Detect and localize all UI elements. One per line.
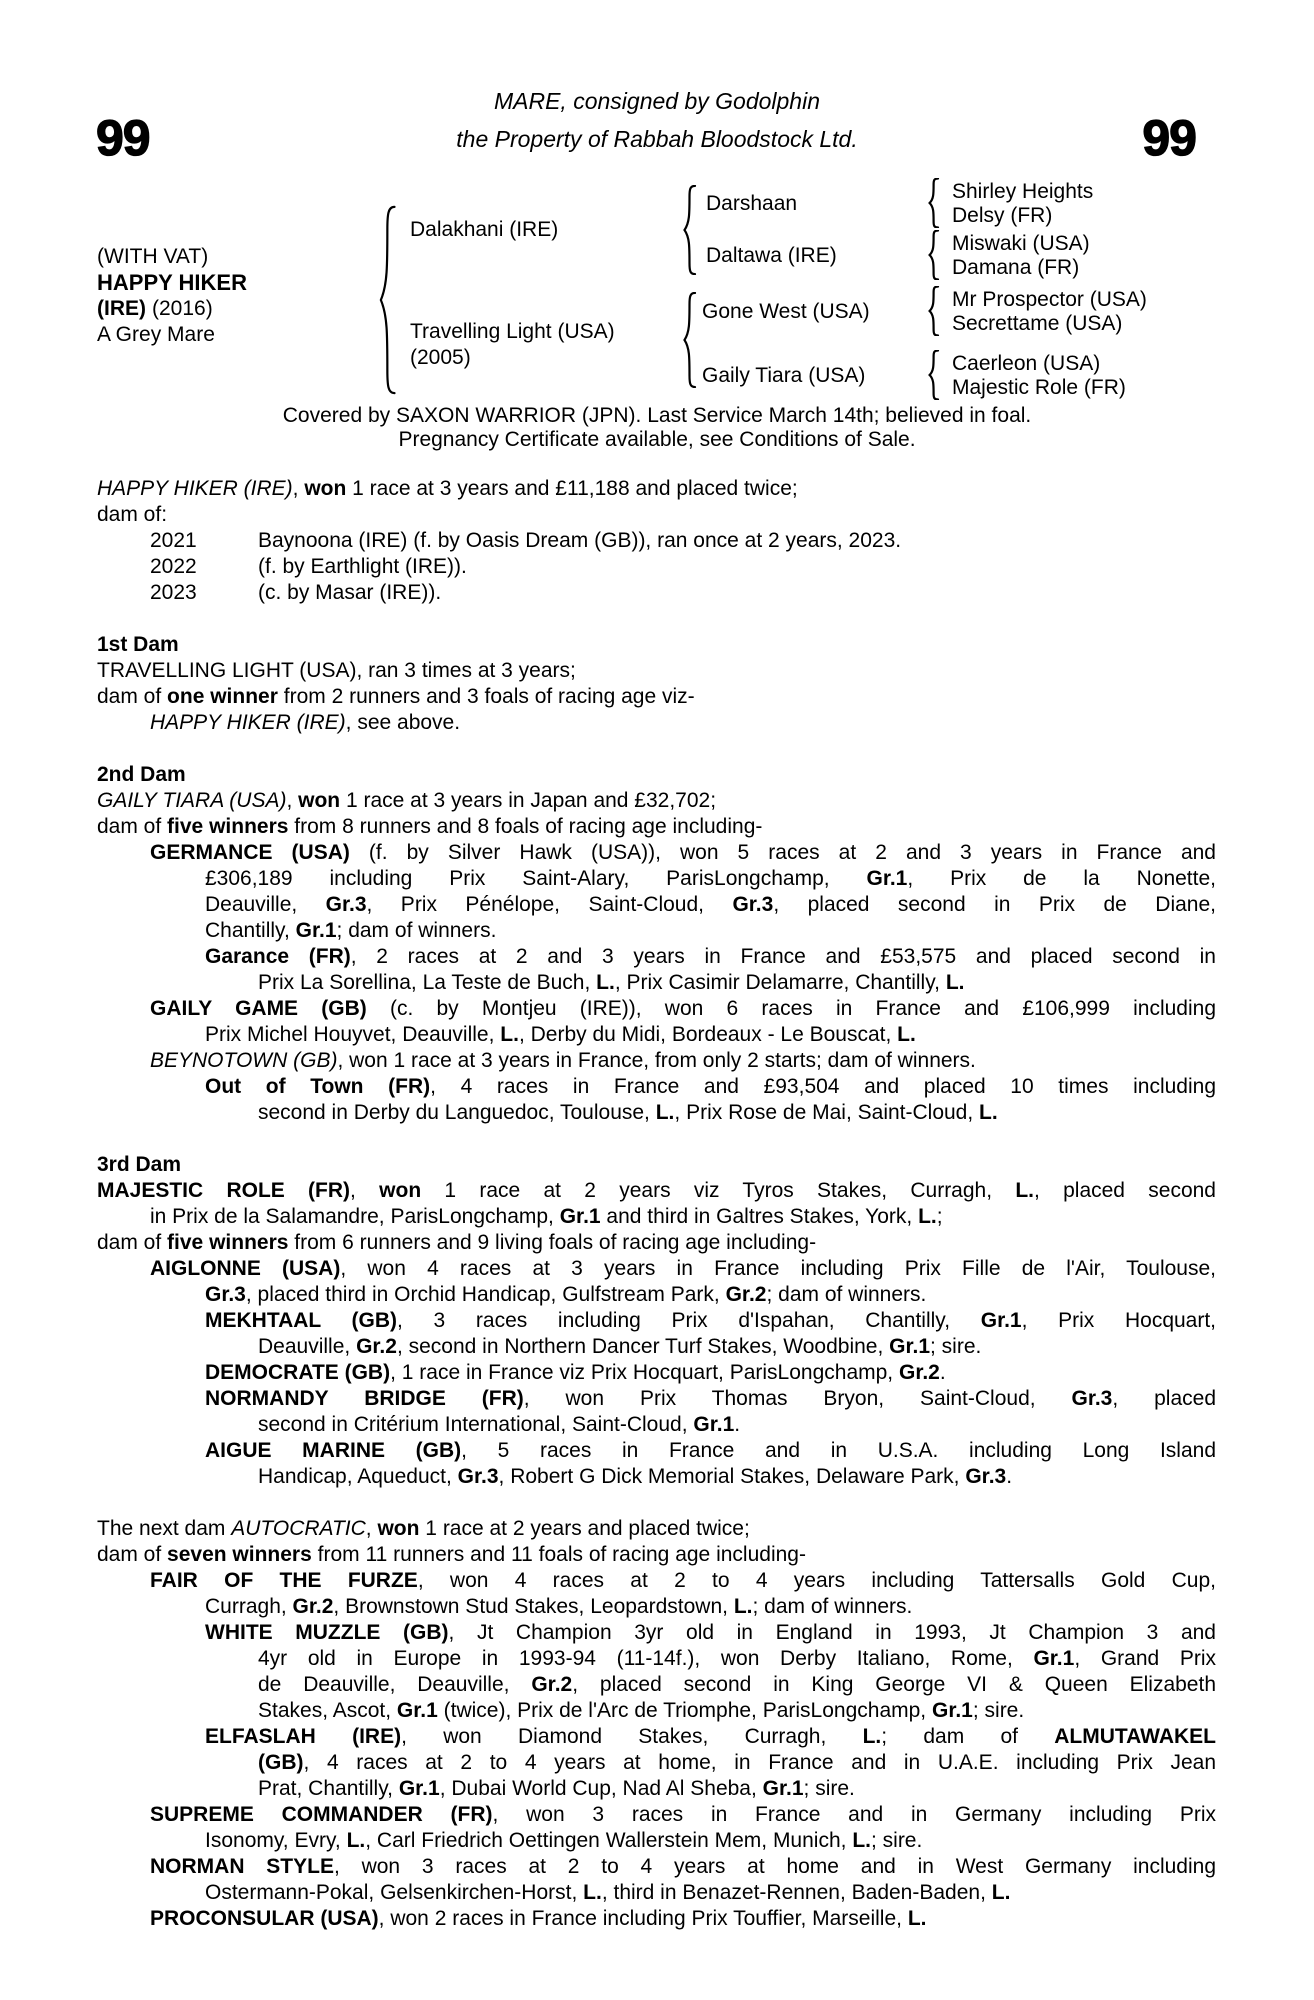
text-run: , won 3 races in France and in Germany including Prix xyxy=(492,1803,1216,1826)
produce-year: 2022 xyxy=(150,555,197,578)
text-run: , 4 races at 2 to 4 years at home, in France and in U.A.E. including Prix Jean xyxy=(303,1751,1216,1774)
text-run: (f. by Earthlight (IRE)). xyxy=(258,555,467,578)
catalog-text-line xyxy=(97,1178,1216,1204)
horse-suffix: (IRE) xyxy=(97,297,146,320)
text-run: , won Prix Thomas Bryon, Saint-Cloud, xyxy=(523,1387,1072,1410)
catalog-text-line xyxy=(97,1880,1216,1906)
catalog-text-line xyxy=(97,1828,1216,1854)
pedigree-header xyxy=(0,0,1314,476)
pedigree-brace-g3-2 xyxy=(926,230,942,280)
catalog-text-line xyxy=(97,918,1216,944)
text-run: , xyxy=(292,477,305,500)
catalog-text-line xyxy=(97,1360,1216,1386)
text-run: from 8 runners and 8 foals of racing age including- xyxy=(288,815,763,838)
text-run: Stakes, Ascot, xyxy=(258,1699,397,1722)
text-run: Gr.3 xyxy=(732,893,774,916)
pedigree-g3-sire-sire-sire: Shirley Heights xyxy=(952,180,1094,203)
text-run: Gr.1 xyxy=(396,1699,438,1722)
horse-suffix-year xyxy=(97,296,247,322)
text-run: NORMANDY BRIDGE (FR) xyxy=(205,1387,524,1410)
text-run: won xyxy=(377,1517,420,1540)
catalog-text-line xyxy=(97,1282,1216,1308)
text-run: The next dam xyxy=(97,1517,232,1540)
text-run: MAJESTIC ROLE (FR) xyxy=(97,1179,351,1202)
text-run: five winners xyxy=(167,815,289,838)
text-run: dam of xyxy=(97,815,168,838)
text-run: 1 race at 2 years viz Tyros Stakes, Curragh, xyxy=(421,1179,1016,1202)
text-run: 1 race at 3 years in Japan and £32,702; xyxy=(340,789,717,812)
text-run: Gr.3 xyxy=(325,893,367,916)
text-run: won xyxy=(298,789,341,812)
catalog-text-line xyxy=(97,1620,1216,1646)
text-run: Prix La Sorellina, La Teste de Buch, xyxy=(258,971,597,994)
text-run: . xyxy=(1006,1465,1013,1488)
pedigree-sire-dam: Daltawa (IRE) xyxy=(706,244,837,267)
brace-glyph xyxy=(926,286,942,336)
text-run: MEKHTAAL (GB) xyxy=(205,1309,398,1332)
text-run: TRAVELLING LIGHT (USA), ran 3 times at 3 years; xyxy=(97,659,576,682)
dam-section-heading: 2nd Dam xyxy=(97,763,186,786)
text-run: , placed third in Orchid Handicap, Gulfstream Park, xyxy=(245,1283,726,1306)
text-run: (twice), Prix de l'Arc de Triomphe, ParisLongchamp, xyxy=(437,1699,932,1722)
text-run: seven winners xyxy=(167,1543,312,1566)
text-run: L. xyxy=(346,1829,366,1852)
text-run: AIGLONNE (USA) xyxy=(150,1257,341,1280)
text-run: Gr.1 xyxy=(295,919,337,942)
catalog-text-line xyxy=(97,1594,1216,1620)
text-run: second in Derby du Languedoc, Toulouse, xyxy=(258,1101,656,1124)
brace-glyph xyxy=(926,350,942,400)
catalog-text-line xyxy=(97,1412,1216,1438)
catalog-text-line xyxy=(97,1646,1216,1672)
text-run: ; xyxy=(936,1205,943,1228)
text-run: 4yr old in Europe in 1993-94 (11-14f.), won Derby Italiano, Rome, xyxy=(258,1647,1034,1670)
text-run: won xyxy=(379,1179,422,1202)
catalog-text-line xyxy=(97,710,1216,736)
pedigree-g3-dam-dam-sire: Caerleon (USA) xyxy=(952,352,1101,375)
horse-block xyxy=(97,244,247,348)
catalog-text-line xyxy=(97,1022,1216,1048)
text-run: , placed second in King George VI & Queen Elizabeth xyxy=(572,1673,1216,1696)
text-run: Gr.3 xyxy=(205,1283,246,1306)
text-run: , second in Northern Dancer Turf Stakes, Woodbine, xyxy=(396,1335,890,1358)
catalog-text-line xyxy=(97,814,1216,840)
text-run: . xyxy=(939,1361,946,1384)
pedigree-g3-sire-dam-sire: Miswaki (USA) xyxy=(952,232,1090,255)
text-run: , Grand Prix xyxy=(1074,1647,1216,1670)
pedigree-dam-sire: Gone West (USA) xyxy=(702,300,870,323)
text-run: second in Critérium International, Saint-Cloud, xyxy=(258,1413,694,1436)
text-run: L. xyxy=(907,1907,927,1930)
text-run: , Brownstown Stud Stakes, Leopardstown, xyxy=(333,1595,734,1618)
brace-glyph xyxy=(680,185,700,275)
text-run: Gr.3 xyxy=(1071,1387,1113,1410)
text-run: L. xyxy=(596,971,615,994)
catalog-text-line xyxy=(97,970,1216,996)
pedigree-text-body xyxy=(0,476,1314,1932)
text-run: Gr.2 xyxy=(292,1595,334,1618)
text-run: Gr.3 xyxy=(965,1465,1007,1488)
catalog-text-line xyxy=(97,1724,1216,1750)
catalog-text-line xyxy=(97,1386,1216,1412)
text-run: , won Diamond Stakes, Curragh, xyxy=(401,1725,863,1748)
catalog-text-line xyxy=(97,1334,1216,1360)
pedigree-g3-sire-sire-dam: Delsy (FR) xyxy=(952,204,1053,227)
text-run: , Prix Pénélope, Saint-Cloud, xyxy=(366,893,733,916)
catalog-text-line xyxy=(97,1230,1216,1256)
pedigree-g3-dam-dam-dam: Majestic Role (FR) xyxy=(952,376,1126,399)
text-run: BEYNOTOWN (GB) xyxy=(150,1049,338,1072)
catalog-text-line xyxy=(97,1854,1216,1880)
text-run: GAILY GAME (GB) xyxy=(150,997,367,1020)
pedigree-g3-dam-sire-sire: Mr Prospector (USA) xyxy=(952,288,1147,311)
text-run: HAPPY HIKER (IRE) xyxy=(97,477,293,500)
catalog-text-line xyxy=(97,502,1216,528)
pedigree-sire-sire: Darshaan xyxy=(706,192,798,215)
text-run: , third in Benazet-Rennen, Baden-Baden, xyxy=(601,1881,992,1904)
text-run: Gr.1 xyxy=(1033,1647,1075,1670)
catalog-text-line xyxy=(97,1074,1216,1100)
catalog-text-line xyxy=(97,1906,1216,1932)
pedigree-brace-sire-side xyxy=(680,185,700,275)
text-run: Out of Town (FR) xyxy=(205,1075,431,1098)
text-run: Gr.1 xyxy=(980,1309,1022,1332)
text-run: , placed xyxy=(1112,1387,1217,1410)
produce-record-row xyxy=(97,580,1216,606)
text-run: , Robert G Dick Memorial Stakes, Delaware Park, xyxy=(498,1465,966,1488)
text-run: dam of xyxy=(97,1231,168,1254)
text-run: HAPPY HIKER (IRE) xyxy=(150,711,346,734)
text-run: GAILY TIARA (USA) xyxy=(97,789,287,812)
text-run: NORMAN STYLE xyxy=(150,1855,334,1878)
text-run: , 5 races in France and in U.S.A. including Long Island xyxy=(461,1439,1216,1462)
text-run: , Jt Champion 3yr old in England in 1993, Jt Champion 3 and xyxy=(448,1621,1216,1644)
text-run: L. xyxy=(945,971,965,994)
text-run: AUTOCRATIC xyxy=(231,1517,366,1540)
text-run: Gr.2 xyxy=(356,1335,397,1358)
text-run: Deauville, xyxy=(258,1335,357,1358)
catalog-text-line xyxy=(97,1464,1216,1490)
text-run: L. xyxy=(655,1101,675,1124)
text-run: L. xyxy=(862,1725,882,1748)
text-run: Gr.1 xyxy=(693,1413,735,1436)
text-run: WHITE MUZZLE (GB) xyxy=(205,1621,449,1644)
text-run: , won 1 race at 3 years in France, from only 2 starts; dam of winners. xyxy=(337,1049,976,1072)
text-run: in Prix de la Salamandre, ParisLongchamp, xyxy=(150,1205,560,1228)
text-run: , Dubai World Cup, Nad Al Sheba, xyxy=(439,1777,763,1800)
text-run: , xyxy=(286,789,299,812)
text-run: , Prix Casimir Delamarre, Chantilly, xyxy=(614,971,946,994)
text-run: ELFASLAH (IRE) xyxy=(205,1725,402,1748)
text-run: , 3 races including Prix d'Ispahan, Chantilly, xyxy=(397,1309,981,1332)
text-run: Prat, Chantilly, xyxy=(258,1777,399,1800)
catalog-text-line xyxy=(97,1698,1216,1724)
text-run: . xyxy=(734,1413,741,1436)
text-run: (GB) xyxy=(258,1751,304,1774)
text-run: Gr.2 xyxy=(898,1361,940,1384)
text-run: L. xyxy=(991,1881,1011,1904)
text-run: , 4 races in France and £93,504 and placed 10 times including xyxy=(430,1075,1217,1098)
covered-note-line1: Covered by SAXON WARRIOR (JPN). Last Service March 14th; believed in foal. xyxy=(282,404,1032,427)
dam-section-heading: 1st Dam xyxy=(97,633,179,656)
produce-year: 2021 xyxy=(150,529,197,552)
text-run: from 11 runners and 11 foals of racing age including- xyxy=(311,1543,806,1566)
text-run: £306,189 including Prix Saint-Alary, ParisLongchamp, xyxy=(205,867,867,890)
text-run: dam of xyxy=(97,685,168,708)
brace-glyph xyxy=(680,292,700,388)
text-run: , 1 race in France viz Prix Hocquart, ParisLongchamp, xyxy=(390,1361,899,1384)
pedigree-dam: Travelling Light (USA) xyxy=(410,320,615,343)
catalog-text-line xyxy=(97,1802,1216,1828)
vat-note: (WITH VAT) xyxy=(97,245,209,268)
text-run: Gr.2 xyxy=(725,1283,767,1306)
text-run: ; dam of winners. xyxy=(766,1283,927,1306)
text-run: and third in Galtres Stakes, York, xyxy=(600,1205,919,1228)
text-run: L. xyxy=(733,1595,753,1618)
catalog-text-line xyxy=(97,1672,1216,1698)
text-run: L. xyxy=(1015,1179,1034,1202)
catalog-text-line xyxy=(97,1256,1216,1282)
pedigree-brace-g3-3 xyxy=(926,286,942,336)
text-run: , Derby du Midi, Bordeaux - Le Bouscat, xyxy=(518,1023,898,1046)
text-run: PROCONSULAR (USA) xyxy=(150,1907,379,1930)
text-run: L. xyxy=(852,1829,871,1852)
text-run: , placed second in Prix de Diane, xyxy=(773,893,1216,916)
text-run: won xyxy=(304,477,347,500)
pedigree-brace-g3-1 xyxy=(926,178,942,228)
text-run: , won 3 races at 2 to 4 years at home and in West Germany including xyxy=(333,1855,1216,1878)
catalog-text-line xyxy=(97,1048,1216,1074)
text-run: Isonomy, Evry, xyxy=(205,1829,347,1852)
produce-year: 2023 xyxy=(150,581,197,604)
catalog-text-line xyxy=(97,840,1216,866)
catalog-text-line xyxy=(97,658,1216,684)
text-run: ; sire. xyxy=(930,1335,982,1358)
text-run: Gr.1 xyxy=(931,1699,973,1722)
catalog-text-line xyxy=(97,1204,1216,1230)
text-run: Baynoona (IRE) (f. by Oasis Dream (GB)), ran once at 2 years, 2023. xyxy=(258,529,902,552)
catalog-text-line xyxy=(97,1776,1216,1802)
text-run: , won 4 races at 3 years in France including Prix Fille de l'Air, Toulouse, xyxy=(340,1257,1216,1280)
lot-number-right: 99 xyxy=(1142,110,1196,166)
catalog-text-line xyxy=(97,1308,1216,1334)
text-run: Gr.1 xyxy=(559,1205,601,1228)
text-run: from 2 runners and 3 foals of racing age viz- xyxy=(277,685,695,708)
brace-glyph xyxy=(375,205,401,395)
catalog-text-line xyxy=(97,1516,1216,1542)
property-title: the Property of Rabbah Bloodstock Ltd. xyxy=(456,126,858,152)
text-run: Gr.1 xyxy=(398,1777,440,1800)
text-run: ; sire. xyxy=(803,1777,855,1800)
catalog-text-line xyxy=(97,944,1216,970)
text-run: , see above. xyxy=(345,711,461,734)
text-run: ; dam of xyxy=(881,1725,1055,1748)
dam-section-heading: 3rd Dam xyxy=(97,1153,182,1176)
pedigree-brace-gen1 xyxy=(375,205,401,395)
text-run: L. xyxy=(918,1205,937,1228)
text-run: Gr.3 xyxy=(457,1465,499,1488)
text-run: L. xyxy=(979,1101,998,1124)
pedigree-g3-dam-sire-dam: Secrettame (USA) xyxy=(952,312,1123,335)
text-run: de Deauville, Deauville, xyxy=(258,1673,532,1696)
text-run: L. xyxy=(583,1881,602,1904)
text-run: (c. by Masar (IRE)). xyxy=(258,581,442,604)
text-run: Gr.1 xyxy=(866,867,908,890)
catalog-text-line xyxy=(97,1100,1216,1126)
catalog-text-line xyxy=(97,1542,1216,1568)
catalog-text-line xyxy=(97,1568,1216,1594)
text-run: dam of: xyxy=(97,503,168,526)
text-run: , placed second xyxy=(1034,1179,1216,1202)
catalog-text-line xyxy=(97,866,1216,892)
text-run: (f. by Silver Hawk (USA)), won 5 races at 2 and 3 years in France and xyxy=(349,841,1216,864)
text-run: , won 2 races in France including Prix Touffier, Marseille, xyxy=(378,1907,908,1930)
text-run: L. xyxy=(500,1023,519,1046)
catalog-text-line xyxy=(97,1438,1216,1464)
text-run: , 2 races at 2 and 3 years in France and £53,575 and placed second in xyxy=(350,945,1216,968)
produce-record-row xyxy=(97,528,1216,554)
text-run: Gr.2 xyxy=(531,1673,573,1696)
text-run: ; dam of winners. xyxy=(752,1595,913,1618)
pedigree-sire: Dalakhani (IRE) xyxy=(410,218,559,241)
horse-name: HAPPY HIKER xyxy=(97,270,247,295)
pedigree-dam-year: (2005) xyxy=(410,346,471,369)
text-run: FAIR OF THE FURZE xyxy=(150,1569,418,1592)
produce-record-row xyxy=(97,554,1216,580)
pedigree-g3-sire-dam-dam: Damana (FR) xyxy=(952,256,1080,279)
text-run: GERMANCE (USA) xyxy=(150,841,350,864)
catalog-text-line xyxy=(97,1750,1216,1776)
text-run: , Prix Hocquart, xyxy=(1021,1309,1217,1332)
pedigree-dam-dam: Gaily Tiara (USA) xyxy=(702,364,866,387)
catalog-text-line xyxy=(97,476,1216,502)
text-run: Ostermann-Pokal, Gelsenkirchen-Horst, xyxy=(205,1881,584,1904)
text-run: Chantilly, xyxy=(205,919,296,942)
brace-glyph xyxy=(926,230,942,280)
lot-number-left: 99 xyxy=(96,110,150,166)
text-run: ; dam of winners. xyxy=(336,919,497,942)
catalog-text-line xyxy=(97,996,1216,1022)
text-run: L. xyxy=(897,1023,916,1046)
text-run: , xyxy=(350,1179,380,1202)
text-run: , won 4 races at 2 to 4 years including Tattersalls Gold Cup, xyxy=(417,1569,1216,1592)
text-run: , Prix Rose de Mai, Saint-Cloud, xyxy=(674,1101,980,1124)
text-run: AIGUE MARINE (GB) xyxy=(205,1439,462,1462)
horse-description: A Grey Mare xyxy=(97,323,215,346)
text-run: dam of xyxy=(97,1543,168,1566)
text-run: Garance (FR) xyxy=(205,945,351,968)
pedigree-brace-g3-4 xyxy=(926,350,942,400)
text-run: Gr.1 xyxy=(762,1777,804,1800)
text-run: ; sire. xyxy=(870,1829,923,1852)
covered-note-line2: Pregnancy Certificate available, see Conditions of Sale. xyxy=(398,428,916,451)
catalog-text-line xyxy=(97,788,1216,814)
text-run: DEMOCRATE (GB) xyxy=(205,1361,391,1384)
text-run: ALMUTAWAKEL xyxy=(1054,1725,1216,1748)
text-run: 1 race at 2 years and placed twice; xyxy=(419,1517,750,1540)
text-run: from 6 runners and 9 living foals of racing age including- xyxy=(288,1231,817,1254)
text-run: Handicap, Aqueduct, xyxy=(258,1465,458,1488)
horse-foaling-year: (2016) xyxy=(152,297,213,320)
consignment-title: MARE, consigned by Godolphin xyxy=(493,88,821,114)
catalog-text-line xyxy=(97,684,1216,710)
pedigree-brace-dam-side xyxy=(680,292,700,388)
text-run: SUPREME COMMANDER (FR) xyxy=(150,1803,493,1826)
catalog-text-line xyxy=(97,892,1216,918)
text-run: Prix Michel Houyvet, Deauville, xyxy=(205,1023,501,1046)
text-run: (c. by Montjeu (IRE)), won 6 races in France and £106,999 including xyxy=(366,997,1216,1020)
brace-glyph xyxy=(926,178,942,228)
text-run: five winners xyxy=(167,1231,289,1254)
text-run: Curragh, xyxy=(205,1595,293,1618)
text-run: 1 race at 3 years and £11,188 and placed twice; xyxy=(346,477,798,500)
text-run: , Prix de la Nonette, xyxy=(907,867,1216,890)
text-run: one winner xyxy=(167,685,278,708)
text-run: , xyxy=(365,1517,378,1540)
text-run: Deauville, xyxy=(205,893,326,916)
text-run: Gr.1 xyxy=(889,1335,931,1358)
text-run: , Carl Friedrich Oettingen Wallerstein Mem, Munich, xyxy=(365,1829,853,1852)
text-run: ; sire. xyxy=(972,1699,1025,1722)
